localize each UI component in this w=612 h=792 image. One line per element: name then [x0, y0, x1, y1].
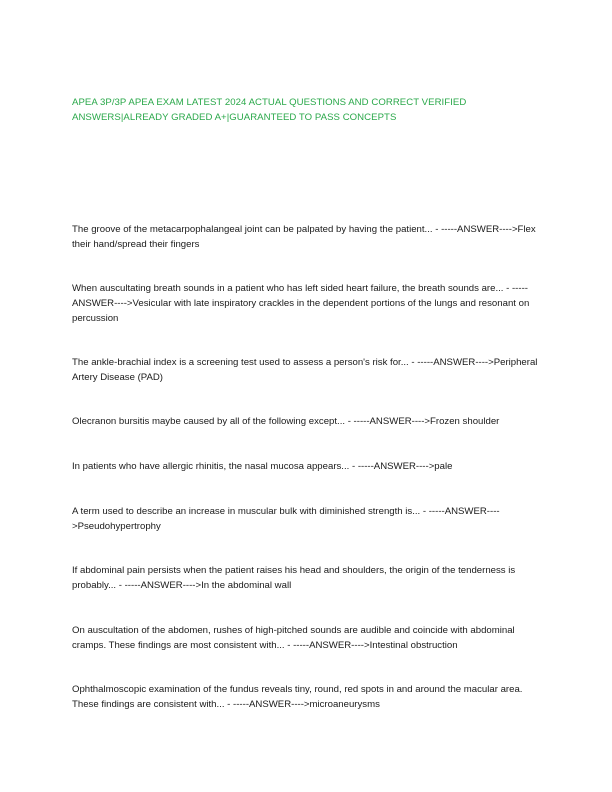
qa-item-5 — [72, 459, 548, 474]
qa-item-7 — [72, 563, 548, 593]
qa-item-3 — [72, 355, 548, 385]
question-text: Olecranon bursitis maybe caused by all of the following except... - -----ANSWER----> — [72, 416, 431, 427]
question-text: A term used to describe an increase in muscular bulk with diminished strength is... - -----ANSWER----> — [72, 506, 500, 532]
answer-text: Flex their hand/spread their fingers — [72, 224, 536, 250]
document-title: APEA 3P/3P APEA EXAM LATEST 2024 ACTUAL QUESTIONS AND CORRECT VERIFIED ANSWERS|ALREADY GRADED A+|GUARANTEED TO PASS CONCEPTS — [72, 97, 467, 123]
qa-item-9 — [72, 682, 548, 712]
question-text: In patients who have allergic rhinitis, the nasal mucosa appears... - -----ANSWER----> — [72, 461, 435, 472]
question-text: On auscultation of the abdomen, rushes of high-pitched sounds are audible and coincide with abdominal cramps. These findings are most consistent with... - -----ANSWER----> — [72, 625, 515, 651]
answer-text: Pseudohypertrophy — [77, 521, 161, 532]
question-text: When auscultating breath sounds in a patient who has left sided heart failure, the breath sounds are... - -----ANSWER----> — [72, 283, 528, 309]
qa-item-4 — [72, 414, 548, 429]
qa-item-1 — [72, 222, 548, 252]
qa-item-2 — [72, 281, 548, 326]
qa-item-6 — [72, 504, 548, 534]
answer-text: Intestinal obstruction — [369, 640, 458, 651]
question-text: Ophthalmoscopic examination of the fundus reveals tiny, round, red spots in and around the macular area. These findings are consistent with... - -----ANSWER----> — [72, 684, 523, 710]
answer-text: In the abdominal wall — [201, 580, 292, 591]
qa-item-8 — [72, 623, 548, 653]
answer-text: Frozen shoulder — [430, 416, 500, 427]
answer-text: Vesicular with late inspiratory crackles in the dependent portions of the lungs and resonant on percussion — [72, 298, 530, 324]
answer-text: Peripheral Artery Disease (PAD) — [72, 357, 538, 383]
question-text: The groove of the metacarpophalangeal joint can be palpated by having the patient... - -----ANSWER----> — [72, 224, 518, 235]
answer-text: microaneurysms — [309, 699, 380, 710]
answer-text: pale — [434, 461, 453, 472]
question-text: If abdominal pain persists when the patient raises his head and shoulders, the origin of the tenderness is probably... - -----ANSWER----> — [72, 565, 516, 591]
question-text: The ankle-brachial index is a screening test used to assess a person's risk for... - -----ANSWER----> — [72, 357, 494, 368]
